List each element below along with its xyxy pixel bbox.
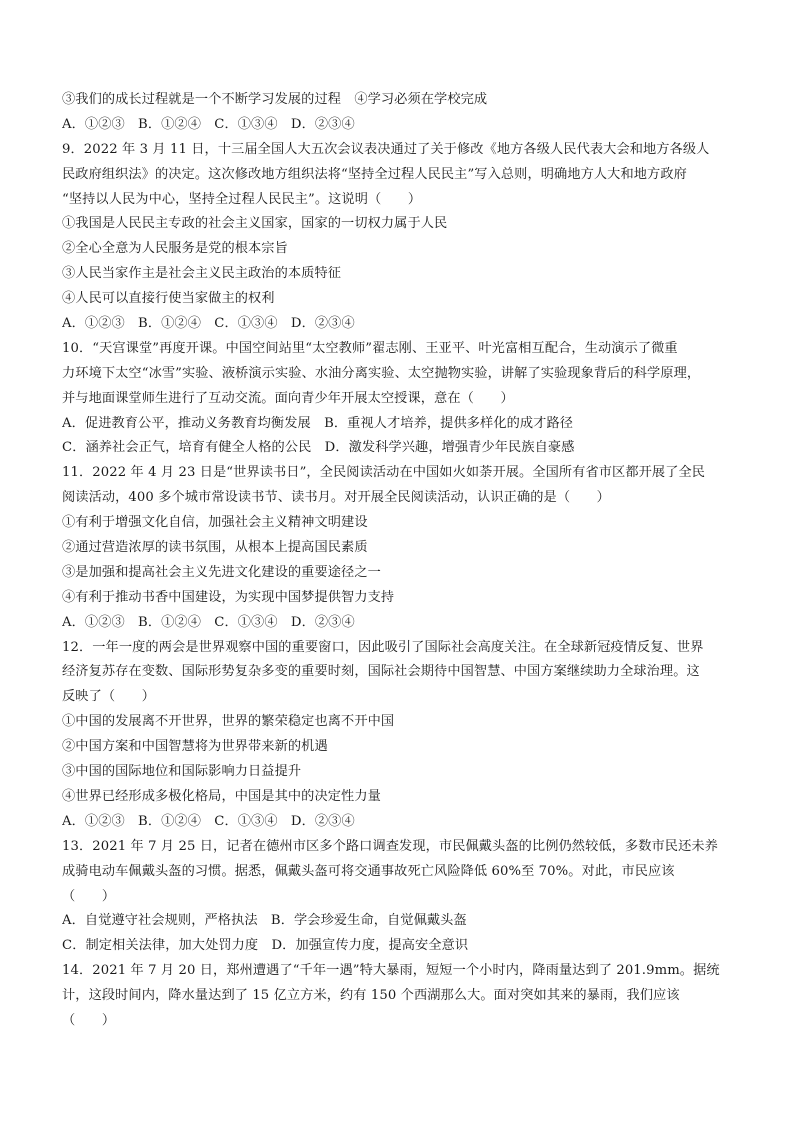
q11-stem-line-1: 11．2022 年 4 月 23 日是“世界读书日”，全民阅读活动在中国如火如荼开展。全国所有省市区都开展了全民 [62, 465, 706, 481]
q8-statement-3-4: ③我们的成长过程就是一个不断学习发展的过程 ④学习必须在学校完成 [62, 92, 488, 107]
q11-statement-4: ④有利于推动书香中国建设，为实现中国梦提供智力支持 [62, 589, 395, 605]
q13-stem-line-3: （ ） [62, 888, 116, 904]
q12-stem-line-1: 12．一年一度的两会是世界观察中国的重要窗口，因此吸引了国际社会高度关注。在全球新冠疫情反复、世界 [62, 639, 704, 655]
q11-statement-2: ②通过营造浓厚的读书氛围，从根本上提高国民素质 [62, 540, 368, 556]
q10-stem-line-1: 10．“天宫课堂”再度开课。中国空间站里“太空教师”翟志刚、王亚平、叶光富相互配合，生动演示了微重 [62, 340, 678, 356]
q12-stem-line-3: 反映了（ ） [62, 689, 156, 705]
q14-stem-line-3: （ ） [62, 1012, 116, 1028]
q9-statement-2: ②全心全意为人民服务是党的根本宗旨 [62, 241, 288, 257]
q11-statement-3: ③是加强和提高社会主义先进文化建设的重要途径之一 [62, 564, 381, 580]
q9-statement-3: ③人民当家作主是社会主义民主政治的本质特征 [62, 266, 342, 282]
q10-stem-line-3: 并与地面课堂师生进行了互动交流。面向青少年开展太空授课，意在（ ） [62, 390, 514, 406]
q9-statement-4: ④人民可以直接行使当家做主的权利 [62, 291, 275, 307]
q14-stem-line-1: 14．2021 年 7 月 20 日，郑州遭遇了“千年一遇”特大暴雨，短短一个小时内，降雨量达到了 201.9mm。据统 [62, 963, 720, 979]
q12-statement-1: ①中国的发展离不开世界，世界的繁荣稳定也离不开中国 [62, 714, 395, 730]
q12-stem-line-2: 经济复苏存在变数、国际形势复杂多变的重要时刻，国际社会期待中国智慧、中国方案继续助力全球治理。这 [62, 664, 700, 680]
q13-stem-line-2: 成骑电动车佩戴头盔的习惯。据悉，佩戴头盔可将交通事故死亡风险降低 60%至 70%。对此，市民应该 [62, 863, 675, 879]
q13-options-cd: C．制定相关法律，加大处罚力度 D．加强宣传力度，提高安全意识 [62, 938, 469, 954]
q9-stem-line-2: 民政府组织法》的决定。这次修改地方组织法将“坚持全过程人民民主”写入总则，明确地方人大和地方政府 [62, 166, 687, 182]
q12-statement-2: ②中国方案和中国智慧将为世界带来新的机遇 [62, 739, 328, 755]
q11-options: A．①②③ B．①②④ C．①③④ D．②③④ [62, 614, 355, 630]
q13-options-ab: A．自觉遵守社会规则，严格执法 B．学会珍爱生命，自觉佩戴头盔 [62, 913, 467, 929]
q8-options: A．①②③ B．①②④ C．①③④ D．②③④ [62, 116, 355, 132]
q9-statement-1: ①我国是人民民主专政的社会主义国家，国家的一切权力属于人民 [62, 216, 448, 232]
q10-stem-line-2: 力环境下太空“冰雪”实验、液桥演示实验、水油分离实验、太空抛物实验，讲解了实验现象背后的科学原理， [62, 365, 701, 381]
q9-options: A．①②③ B．①②④ C．①③④ D．②③④ [62, 316, 355, 332]
q9-stem-line-3: “坚持以人民为中心，坚持全过程人民民主”。这说明（ ） [62, 191, 422, 207]
q13-stem-line-1: 13．2021 年 7 月 25 日，记者在德州市区多个路口调查发现，市民佩戴头盔的比例仍然较低，多数市民还未养 [62, 838, 718, 854]
q12-statement-4: ④世界已经形成多极化格局，中国是其中的决定性力量 [62, 788, 381, 804]
q11-statement-1: ①有利于增强文化自信，加强社会主义精神文明建设 [62, 515, 368, 531]
q12-statement-3: ③中国的国际地位和国际影响力日益提升 [62, 764, 302, 780]
q11-stem-line-2: 阅读活动，400 多个城市常设读书节、读书月。对开展全民阅读活动，认识正确的是（ ） [62, 490, 610, 506]
q10-options-ab: A．促进教育公平，推动义务教育均衡发展 B．重视人才培养，提供多样化的成才路径 [62, 415, 574, 431]
q9-stem-line-1: 9．2022 年 3 月 11 日，十三届全国人大五次会议表决通过了关于修改《地方各级人民代表大会和地方各级人 [62, 141, 710, 157]
q14-stem-line-2: 计，这段时间内，降水量达到了 15 亿立方米，约有 150 个西湖那么大。面对突如其来的暴雨，我们应该 [62, 988, 680, 1004]
q12-options: A．①②③ B．①②④ C．①③④ D．②③④ [62, 813, 355, 829]
q10-options-cd: C．涵养社会正气，培育有健全人格的公民 D．激发科学兴趣，增强青少年民族自豪感 [62, 440, 575, 456]
exam-page [62, 88, 738, 1034]
